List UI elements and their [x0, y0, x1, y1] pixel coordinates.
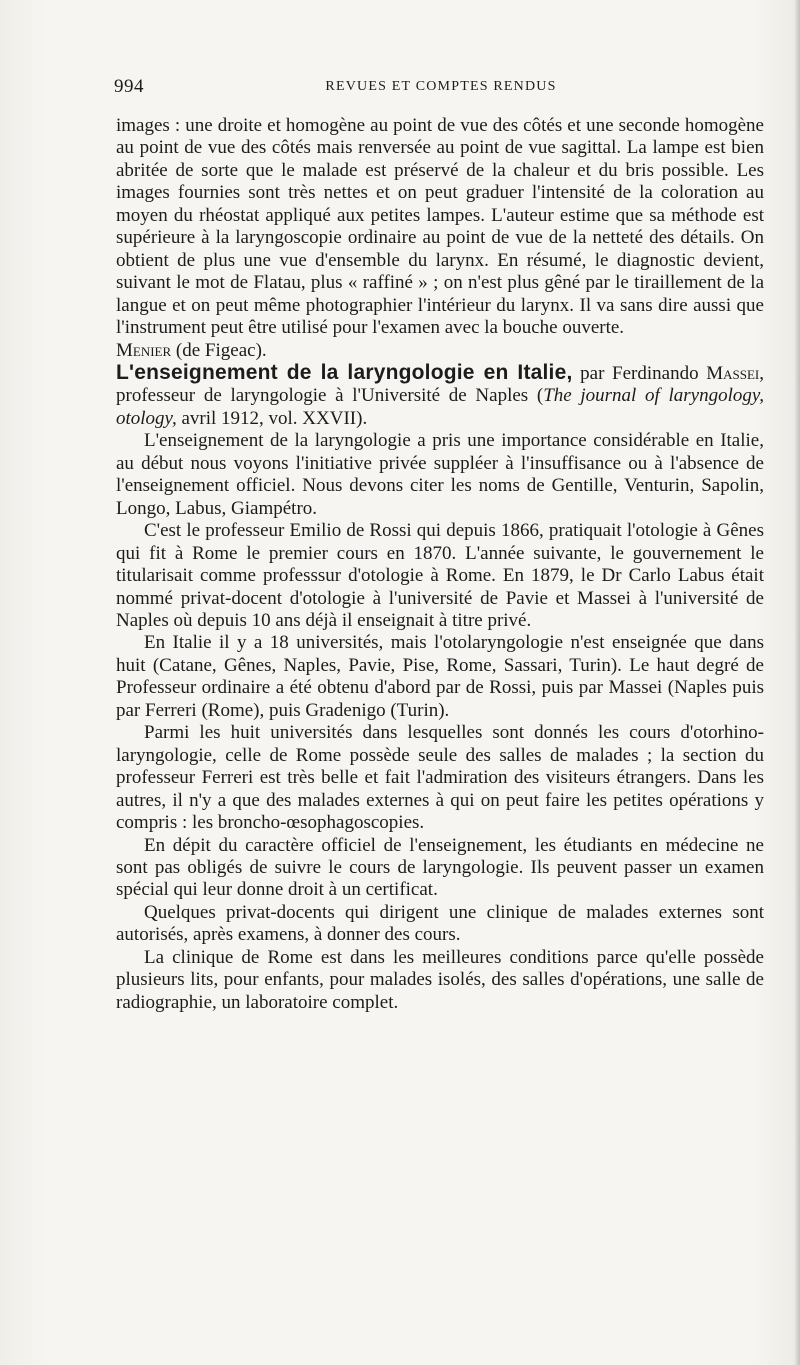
author-name: Massei, — [706, 362, 764, 384]
citation-open: ( — [536, 385, 544, 407]
article2-paragraph-3: En Italie il y a 18 universités, mais l'otolaryngologie n'est enseignée que dans huit (Catane, Gênes, Naples, Pavie, Pise, Rome, Sassari, Turin). Le haut degré de Professeur ordinaire a été obtenu d'abord par de Rossi, puis par Massei (Naples puis par Ferreri (Rome), puis Gradenigo (Turin). — [116, 632, 764, 721]
article1-paragraph: images : une droite et homogène au point de vue des côtés et une seconde homogène au point de vue des côtés mais renversée au point de vue sagittal. La lampe est bien abritée de sorte que le malade est préservé de la chaleur et du bris possible. Les images fournies sont très nettes et on peut graduer l'intensité de la coloration au moyen du rhéostat appliqué aux petites lampes. L'auteur estime que sa méthode est supérieure à la laryngoscopie ordinaire au point de vue de la netteté des détails. On obtient de plus une vue d'ensemble du larynx. En résumé, le diagnostic devient, suivant le mot de Flatau, plus « raffiné » ; on n'est plus gêné par le tiraillement de la langue et on peut même photographier l'intérieur du larynx. Il va sans dire aussi que l'instrument peut être utilisé pour l'examen avec la bouche ouverte. — [116, 115, 764, 339]
signature-name: Menier — [116, 339, 172, 361]
article2-paragraph-6: Quelques privat-docents qui dirigent une clinique de malades externes sont autorisés, après examens, à donner des cours. — [116, 901, 764, 946]
article2-title: L'enseignement de la laryngologie en Italie, — [116, 360, 573, 384]
body-text — [116, 115, 764, 1014]
article2-heading — [116, 362, 764, 430]
article1-signature — [116, 340, 764, 362]
page-number: 994 — [114, 76, 144, 97]
article2-paragraph-7: La clinique de Rome est dans les meilleures conditions parce qu'elle possède plusieurs lits, pour enfants, pour malades isolés, des salles d'opérations, une salle de radiographie, un laboratoire complet. — [116, 946, 764, 1013]
journal-title: The journal of laryngology, otology, — [116, 385, 765, 429]
article2-paragraph-2: C'est le professeur Emilio de Rossi qui depuis 1866, pratiquait l'otologie à Gênes qui fit à Rome le premier cours en 1870. L'année suivante, le gouvernement le titularisait comme professsur d'otologie à Rome. En 1879, le Dr Carlo Labus était nommé privat-docent d'otologie à l'université de Pavie et Massei à l'université de Naples où depuis 10 ans déjà il enseignait à titre privé. — [116, 520, 764, 631]
page-header — [114, 76, 768, 98]
byline-prefix: par Ferdinando — [580, 362, 699, 384]
signature-place: (de Figeac). — [175, 339, 267, 361]
article2-paragraph-4: Parmi les huit universités dans lesquelles sont donnés les cours d'otorhino-laryngologie, celle de Rome possède seule des salles de malades ; la section du professeur Ferreri est très belle et fait l'admiration des visiteurs étrangers. Dans les autres, il n'y a que des malades externes à qui on peut faire les petites opérations y compris : les broncho-œsophagoscopies. — [116, 722, 764, 834]
citation-rest: avril 1912, vol. XXVII). — [181, 407, 368, 429]
article2-paragraph-5: En dépit du caractère officiel de l'enseignement, les étudiants en médecine ne sont pas obligés de suivre le cours de laryngologie. Ils peuvent passer un examen spécial qui leur donne droit à un certificat. — [116, 834, 764, 901]
byline-suffix: professeur de laryngologie à l'Université de Naples — [116, 385, 529, 407]
running-head: REVUES ET COMPTES RENDUS — [325, 79, 557, 94]
article2-paragraph-1: L'enseignement de la laryngologie a pris une importance considérable en Italie, au début nous voyons l'initiative privée suppléer à l'insuffisance ou à l'absence de l'enseignement officiel. Nous devons citer les noms de Gentille, Venturin, Sapolin, Longo, Labus, Giampétro. — [116, 430, 764, 519]
